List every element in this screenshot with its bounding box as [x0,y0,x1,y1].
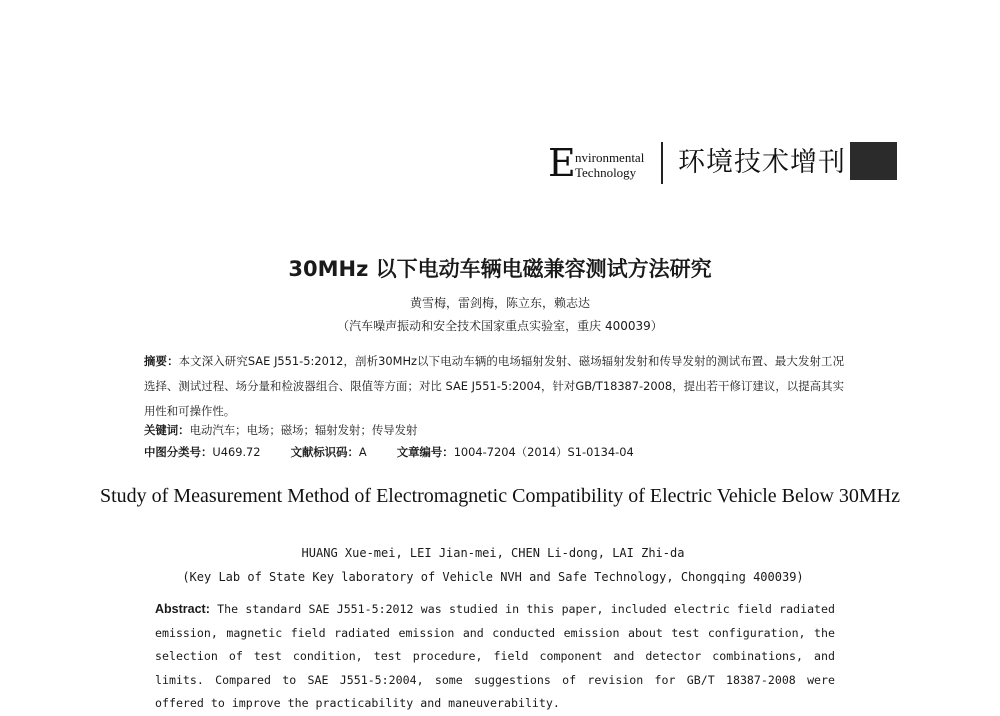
article-number-value: 1004-7204（2014）S1-0134-04 [453,445,634,459]
english-abstract-label: Abstract: [155,602,210,616]
chinese-abstract [144,349,844,424]
chinese-keywords-label: 关键词： [144,423,190,437]
english-affiliation: (Key Lab of State Key laboratory of Vehicle NVH and Safe Technology, Chongqing 400039) [182,570,804,584]
chinese-affiliation: （汽车噪声振动和安全技术国家重点实验室，重庆 400039） [337,319,663,333]
header-divider [661,142,663,184]
class-number-value: U469.72 [212,445,261,459]
journal-logo-letter: E [548,141,576,185]
journal-name: 环境技术增刊 [678,147,846,178]
journal-logo-line2: Technology [575,165,637,180]
article-number-label: 文章编号： [396,445,454,459]
chinese-keywords-text: 电动汽车；电场；磁场；辐射发射；传导发射 [189,423,418,437]
document-code-value: A [358,445,367,459]
chinese-keywords [144,420,844,440]
journal-logo-line1: nvironmental [575,150,645,165]
chinese-abstract-text: 本文深入研究SAE J551-5:2012，剖析30MHz以下电动车辆的电场辐射发射、磁场辐射发射和传导发射的测试布置、最大发射工况选择、测试过程、场分量和检波器组合、限值等方面；对比 SAE J551-5:2004，针对GB/T18387-2008，提出若干修订建议，以提高其实用性和可操作性。 [144,354,844,418]
classification-line [144,442,844,462]
header-decorative-block [850,142,897,180]
english-title: Study of Measurement Method of Electromagnetic Compatibility of Electric Vehicle Below 30MHz [100,485,900,507]
english-abstract-text: The standard SAE J551-5:2012 was studied in this paper, included electric field radiated emission, magnetic field radiated emission and conducted emission about test configuration, the selection of test condition, test procedure, field component and detector combinations, and limits. Compared to SAE J551-5:2004, some suggestions of revision for GB/T 18387-2008 were offered to improve the practicability and maneuverability. [155,602,835,710]
english-authors: HUANG Xue-mei, LEI Jian-mei, CHEN Li-dong, LAI Zhi-da [301,546,685,560]
document-code-label: 文献标识码： [290,445,359,459]
chinese-title: 30MHz 以下电动车辆电磁兼容测试方法研究 [288,257,712,281]
english-abstract [155,598,835,716]
class-number-label: 中图分类号： [144,445,213,459]
chinese-authors: 黄雪梅，雷剑梅，陈立东，赖志达 [409,296,590,310]
chinese-abstract-label: 摘要： [144,354,179,368]
